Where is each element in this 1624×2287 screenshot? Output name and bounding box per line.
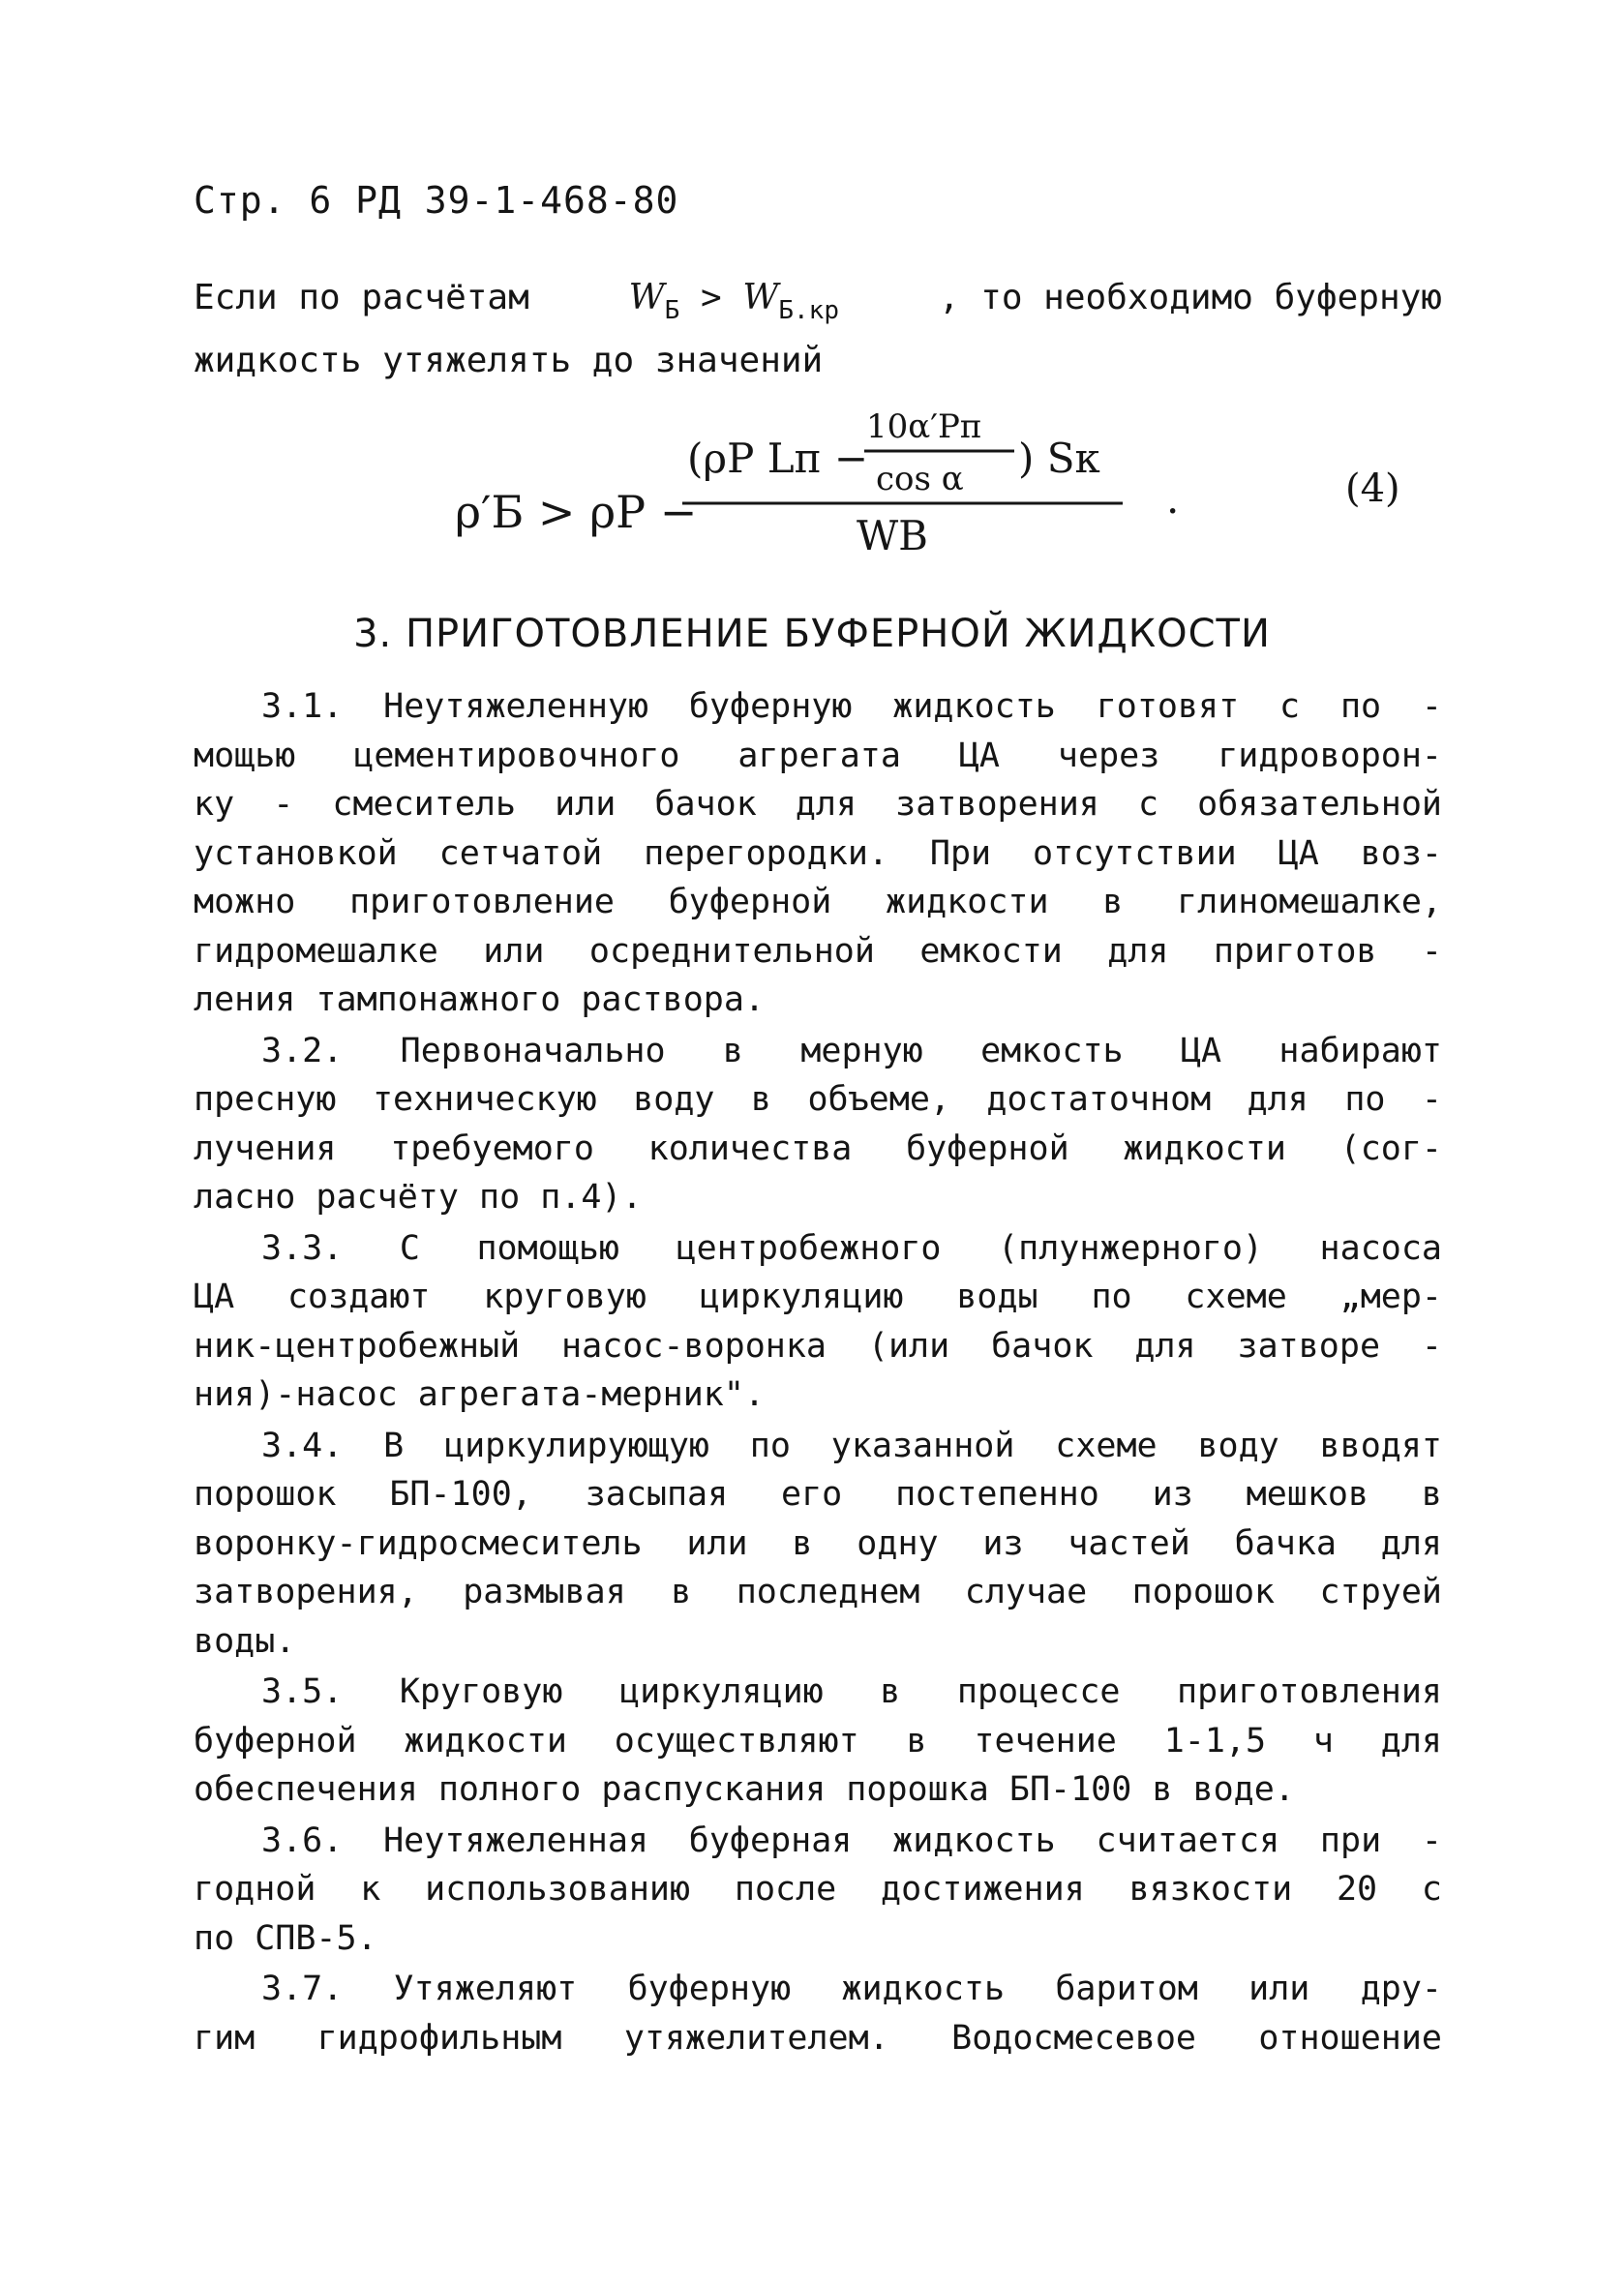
text-line: воды. (194, 1621, 296, 1661)
text-line: мощью цементировочного агрегата ЦА через гидроворон- (194, 736, 1442, 775)
formula-lhs: ρ′Б > ρР − (455, 486, 698, 538)
section-title: 3. ПРИГОТОВЛЕНИЕ БУФЕРНОЙ ЖИДКОСТИ (353, 612, 1271, 656)
formula-numerator-open: (ρР Lп − (687, 435, 869, 482)
paragraph-3-6 (194, 1817, 1442, 1964)
text-line: порошок БП-100, засыпая его постепенно из мешков в (194, 1475, 1442, 1514)
formula-inner-denominator: cos α (876, 460, 964, 498)
text-line: ления тампонажного раствора. (194, 980, 766, 1019)
text-line: ния)-насос агрегата-мерник". (194, 1375, 766, 1414)
text-line: 3.3. С помощью центробежного (плунжерного) насоса (261, 1228, 1442, 1268)
text-line: ЦА создают круговую циркуляцию воды по схеме „мер- (194, 1278, 1442, 1316)
formula-terminator: . (1166, 475, 1180, 523)
formula-number: (4) (1345, 466, 1400, 511)
text-line: можно приготовление буферной жидкости в глиномешалке, (194, 883, 1442, 921)
intro-line-2: жидкость утяжелять до значений (194, 341, 824, 380)
paragraph-3-1 (194, 682, 1442, 1025)
w-critical-subscript: Б.кр (778, 296, 839, 325)
text-line: 3.1. Неутяжеленную буферную жидкость готовят с по - (261, 687, 1442, 726)
relation-sign: > (700, 278, 722, 317)
text-line: по СПВ-5. (194, 1918, 377, 1958)
paragraph-3-7 (194, 1965, 1442, 2062)
body-text (194, 682, 1442, 2064)
w-buffer-subscript: Б (664, 296, 680, 325)
text-line: 3.5. Круговую циркуляцию в процессе приготовления (261, 1672, 1442, 1711)
intro-trail: , то необходимо буферную (938, 278, 1442, 317)
text-line: гим гидрофильным утяжелителем. Водосмесевое отношение (194, 2018, 1442, 2058)
text-line: 3.7. Утяжеляют буферную жидкость баритом или дру- (261, 1970, 1442, 2008)
text-line: обеспечения полного распускания порошка БП-100 в воде. (194, 1770, 1295, 1809)
text-line: затворения, размывая в последнем случае порошок струей (194, 1573, 1442, 1611)
w-critical-symbol: W (742, 278, 779, 317)
text-line: ку - смеситель или бачок для затворения с обязательной (194, 785, 1442, 824)
text-line: лучения требуемого количества буферной жидкости (сог- (194, 1128, 1442, 1168)
text-line: гидромешалке или осреднительной емкости для приготов - (194, 931, 1442, 971)
w-buffer-symbol: W (628, 278, 665, 317)
formula-4 (0, 0, 1624, 581)
paragraph-3-4 (194, 1422, 1442, 1667)
text-line: буферной жидкости осуществляют в течение 1-1,5 ч для (194, 1721, 1442, 1760)
intro-lead: Если по расчётам (194, 278, 529, 317)
formula-numerator-close: ) Sк (1018, 435, 1100, 482)
text-line: 3.6. Неутяжеленная буферная жидкость считается при - (261, 1821, 1442, 1860)
text-line: 3.4. В циркулирующую по указанной схеме воду вводят (261, 1426, 1442, 1465)
paragraph-3-5 (194, 1668, 1442, 1815)
formula-inner-numerator: 10α′Pп (866, 407, 982, 446)
text-line: 3.2. Первоначально в мерную емкость ЦА набирают (261, 1031, 1442, 1070)
paragraph-3-3 (194, 1224, 1442, 1420)
text-line: ник-центробежный насос-воронка (или бачок для затворе - (194, 1326, 1442, 1366)
text-line: годной к использованию после достижения вязкости 20 с (194, 1870, 1442, 1909)
text-line: установкой сетчатой перегородки. При отсутствии ЦА воз- (194, 833, 1442, 873)
formula-denominator: WВ (857, 512, 929, 559)
text-line: пресную техническую воду в объеме, достаточном для по - (194, 1080, 1442, 1119)
text-line: воронку-гидросмеситель или в одну из частей бачка для (194, 1523, 1442, 1563)
page-header: Стр. 6 РД 39-1-468-80 (194, 179, 679, 222)
text-line: ласно расчёту по п.4). (194, 1178, 643, 1217)
paragraph-3-2 (194, 1027, 1442, 1222)
